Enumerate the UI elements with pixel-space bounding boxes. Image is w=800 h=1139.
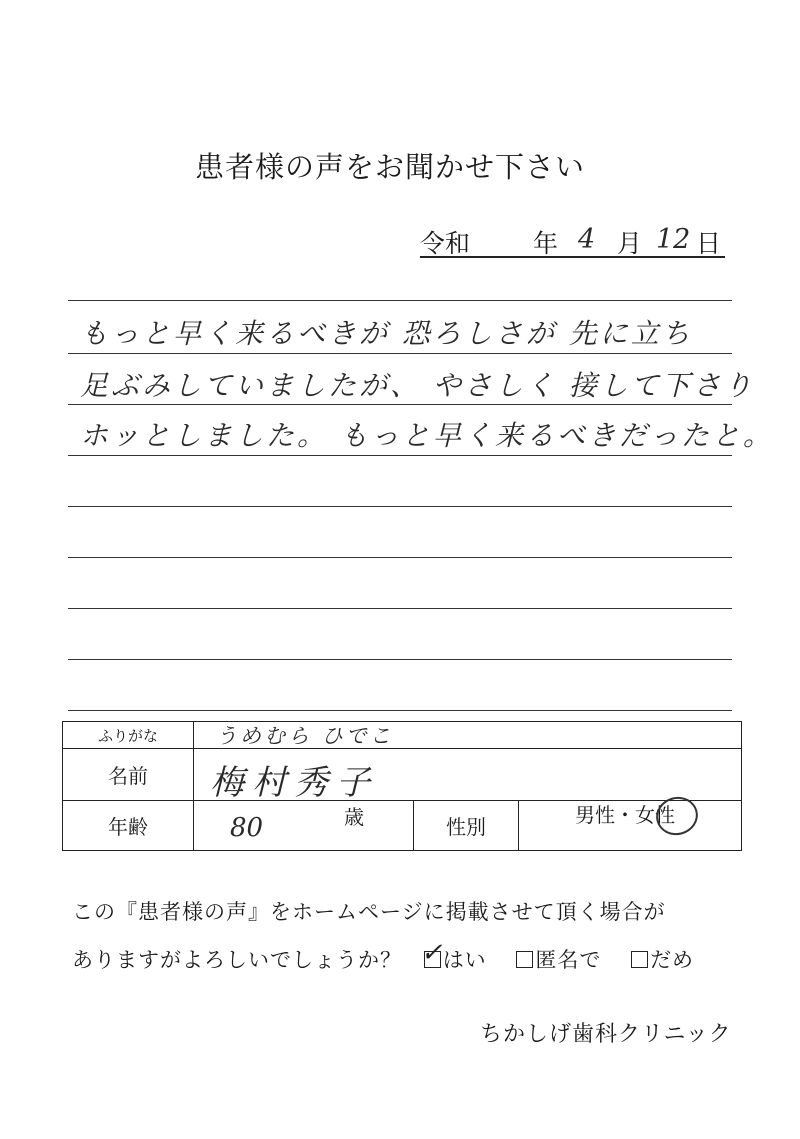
comment-rule [68,659,732,660]
checkbox-anonymous[interactable] [516,951,533,968]
furigana-label: ふりがな [63,722,194,749]
name-value: 梅村秀子 [210,763,378,803]
consent-option-anonymous[interactable] [516,944,601,974]
consent-question-text: ありますがよろしいでしょうか？ [72,948,402,972]
sex-label: 性別 [414,801,519,851]
age-cell [194,801,414,851]
furigana-value: うめむら ひでこ [216,724,394,748]
comment-rule [68,300,732,301]
age-label: 年齢 [63,801,194,851]
date-day-label: 日 [696,229,722,258]
date-day-value: 12 [656,224,691,255]
checkbox-yes[interactable] [420,938,444,968]
comment-rule [68,710,732,711]
comment-rule [68,353,732,354]
date-month-value: 4 [578,224,596,255]
name-cell [194,749,742,801]
date-month-label: 月 [617,229,643,258]
sex-options: 男性・女性 [575,803,675,827]
date-era: 令和 [420,229,471,258]
consent-option-anonymous-label: 匿名で [535,948,602,972]
name-label: 名前 [63,749,194,801]
comment-rule [68,506,732,507]
furigana-cell [194,722,742,749]
consent-option-yes-label: はい [442,948,487,972]
comment-line-3: ホッとしました。 もっと早く来るべきだったと。 [80,419,774,452]
consent-option-no[interactable] [631,944,694,974]
comment-rule [68,404,732,405]
consent-question-line-1: この『患者様の声』をホームページに掲載させて頂く場合が [72,900,666,924]
comment-rule [68,455,732,456]
check-mark-icon: ✓ [420,938,444,968]
comment-rule [68,557,732,558]
comment-line-2: 足ぶみしていましたが、 やさしく 接して下さり [80,369,755,402]
patient-info-table [62,721,742,851]
sex-cell [519,801,742,851]
date-year-label: 年 [533,229,559,258]
consent-option-yes[interactable] [420,938,487,974]
comment-rule [68,608,732,609]
checkbox-no[interactable] [631,951,648,968]
age-unit: 歳 [344,805,364,829]
age-value: 80 [230,813,264,843]
date-line [420,222,725,258]
consent-option-no-label: だめ [650,948,695,972]
comment-line-1: もっと早く来るべきが 恐ろしさが 先に立ち [80,317,693,350]
clinic-name: ちかしげ歯科クリニック [480,1022,732,1047]
consent-question-line-2 [72,938,695,974]
form-title: 患者様の声をお聞かせ下さい [194,150,585,184]
